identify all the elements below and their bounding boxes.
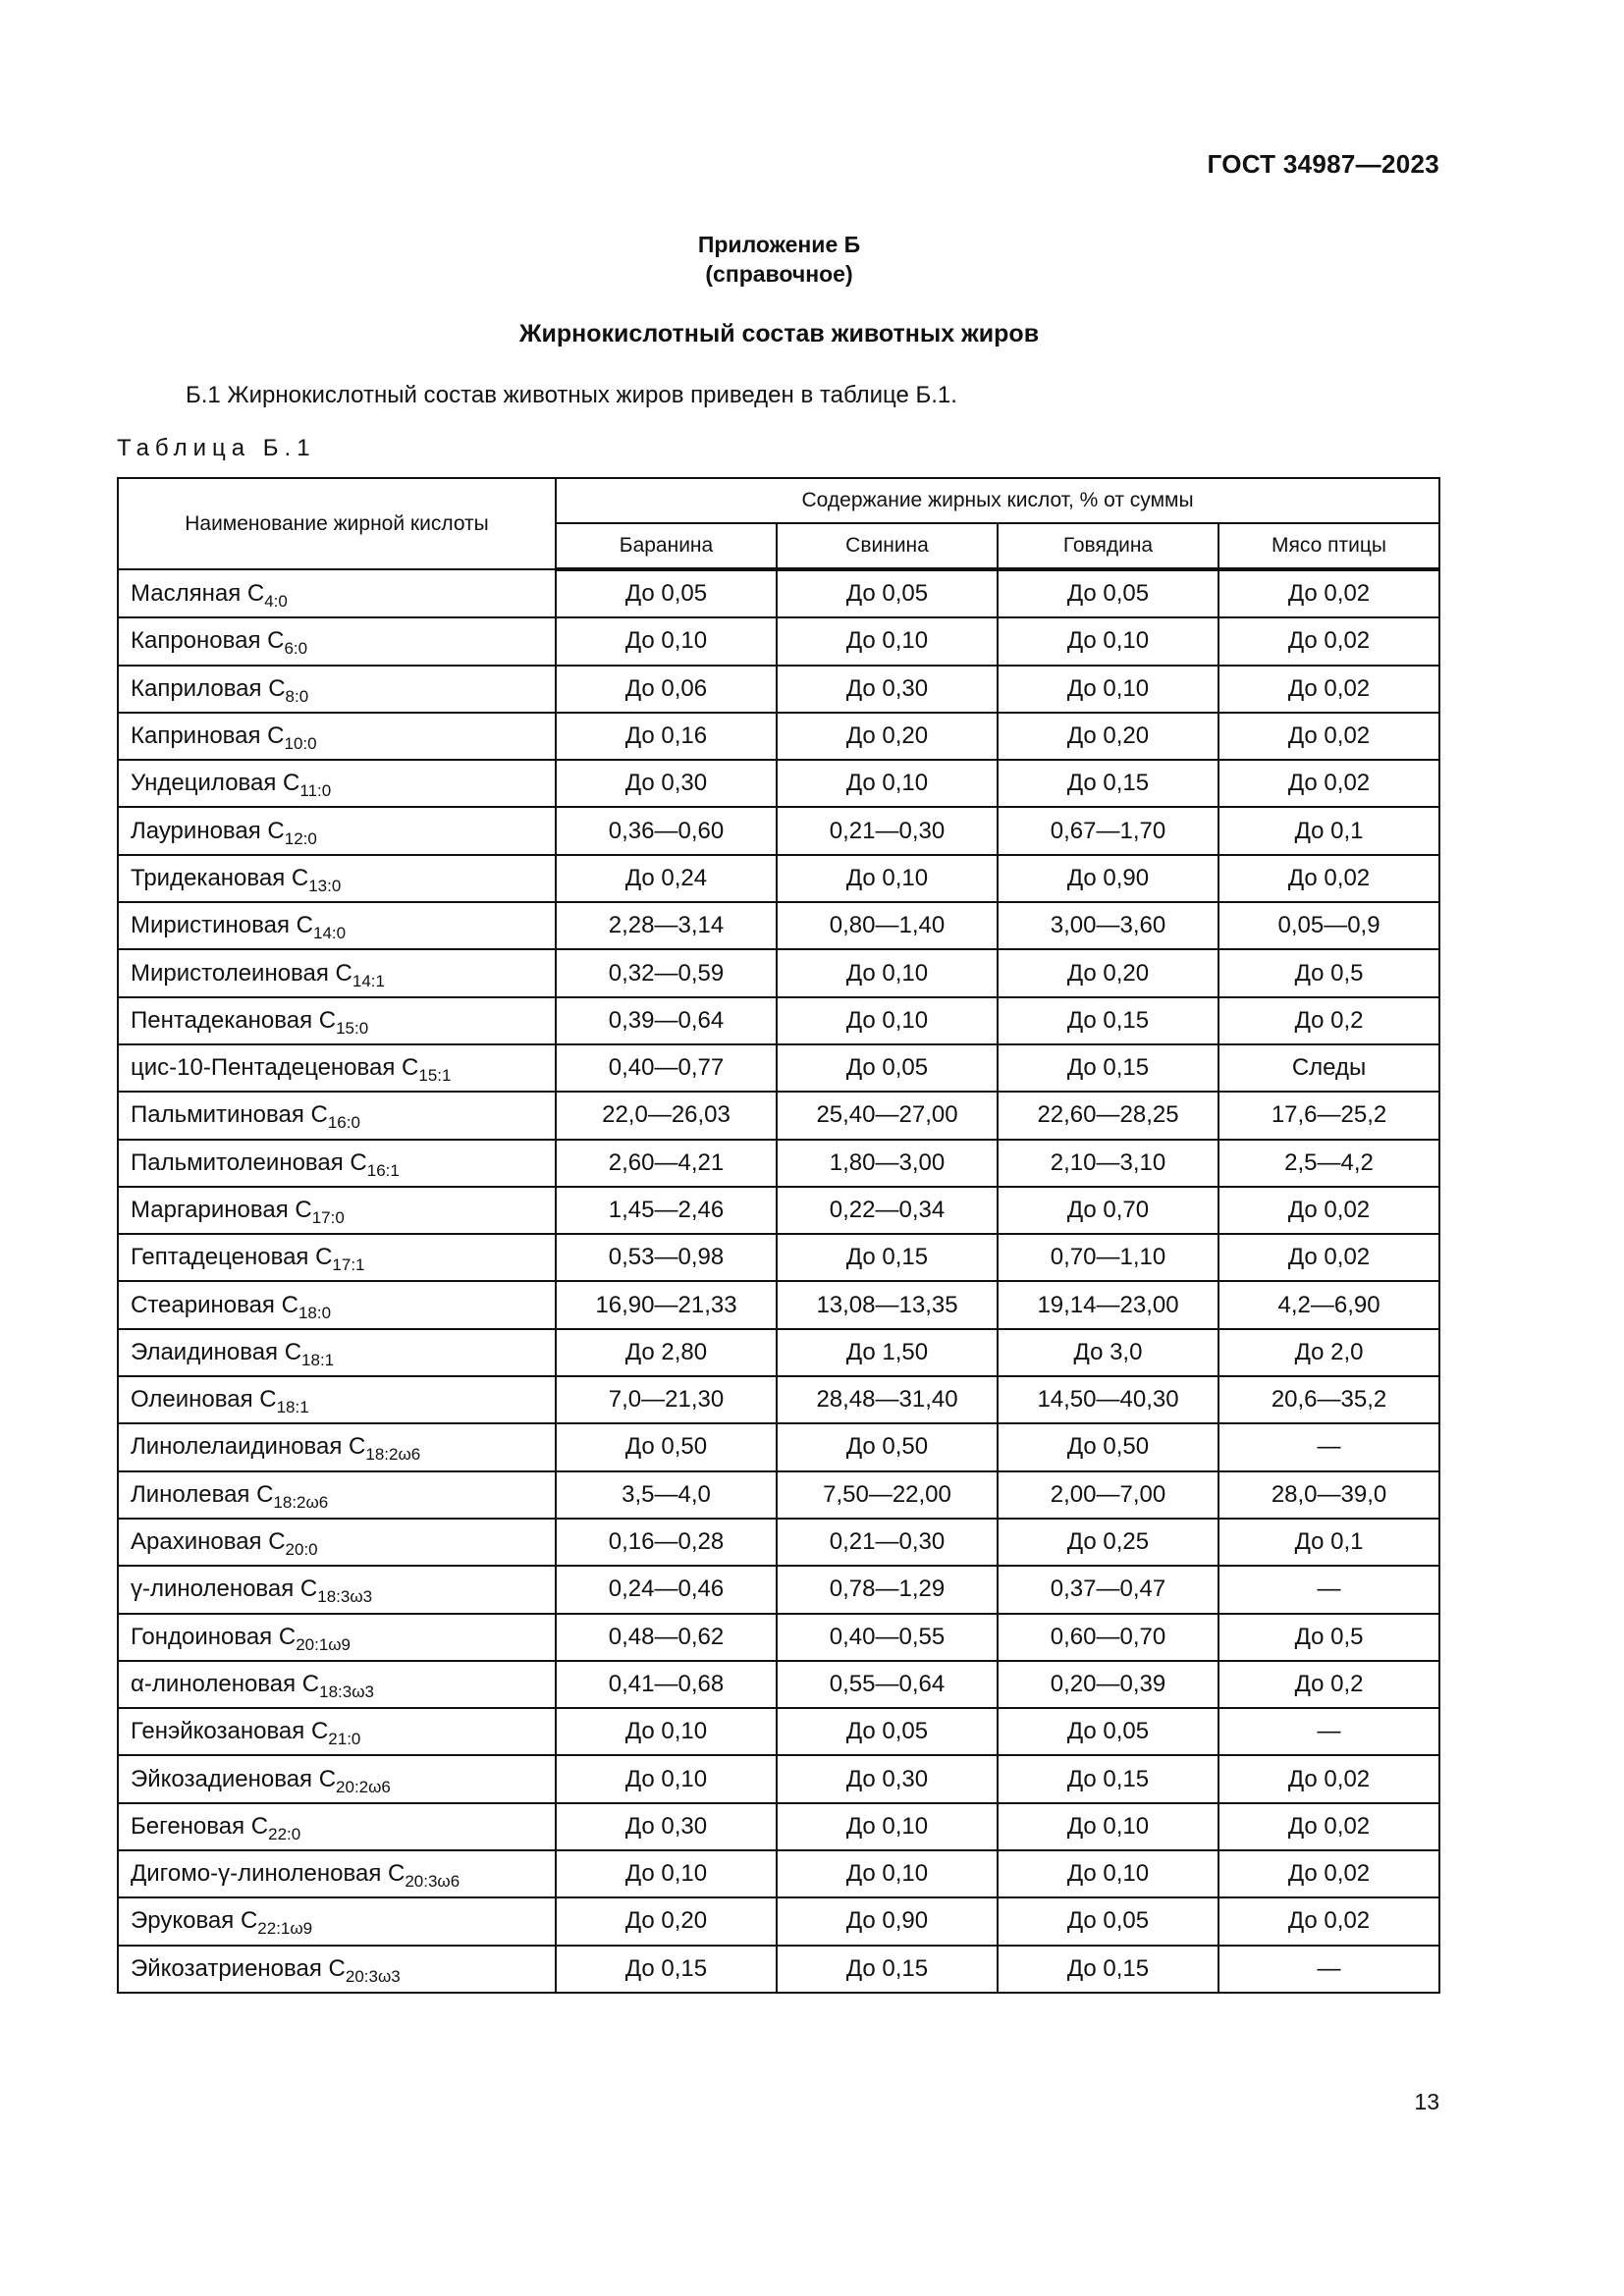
- acid-name: Лауриновая C: [131, 817, 285, 844]
- beef-value: 19,14—23,00: [998, 1281, 1218, 1328]
- header-pork: Свинина: [777, 523, 998, 569]
- beef-value: 0,20—0,39: [998, 1661, 1218, 1708]
- pork-value: До 0,90: [777, 1897, 998, 1945]
- beef-value: 2,00—7,00: [998, 1471, 1218, 1519]
- poultry-value: До 0,02: [1218, 1803, 1439, 1850]
- acid-name: Олеиновая C: [131, 1386, 277, 1414]
- table-row: [118, 1423, 1439, 1470]
- lamb-value: 0,53—0,98: [556, 1234, 777, 1281]
- beef-value: До 0,15: [998, 1946, 1218, 1993]
- poultry-value: До 0,02: [1218, 1234, 1439, 1281]
- acid-name-cell: [118, 1092, 556, 1139]
- pork-value: До 0,10: [777, 617, 998, 665]
- fatty-acid-table: [117, 477, 1440, 1994]
- pork-value: 1,80—3,00: [777, 1140, 998, 1187]
- table-row: [118, 949, 1439, 996]
- acid-formula-subscript: 18:1: [276, 1398, 309, 1417]
- table-row: [118, 902, 1439, 949]
- table-row: [118, 569, 1439, 617]
- acid-name-cell: [118, 1376, 556, 1423]
- acid-name: Линолелаидиновая C: [131, 1433, 366, 1461]
- header-content-group: Содержание жирных кислот, % от суммы: [556, 478, 1439, 523]
- table-row: [118, 1376, 1439, 1423]
- pork-value: До 0,20: [777, 713, 998, 760]
- table-row: [118, 1092, 1439, 1139]
- acid-name: α-линоленовая C: [131, 1670, 320, 1697]
- acid-name: Пальмитиновая C: [131, 1101, 328, 1129]
- poultry-value: До 0,02: [1218, 569, 1439, 617]
- lamb-value: 0,48—0,62: [556, 1614, 777, 1661]
- acid-formula-subscript: 16:0: [327, 1113, 360, 1133]
- acid-formula-subscript: 18:3ω3: [317, 1587, 373, 1607]
- document-code: ГОСТ 34987—2023: [1207, 149, 1439, 179]
- poultry-value: 20,6—35,2: [1218, 1376, 1439, 1423]
- acid-name: Эруковая C: [131, 1907, 258, 1935]
- acid-formula-subscript: 4:0: [264, 591, 288, 611]
- acid-name-cell: [118, 1329, 556, 1376]
- header-poultry: Мясо птицы: [1218, 523, 1439, 569]
- acid-name-cell: [118, 666, 556, 713]
- lamb-value: До 0,10: [556, 1755, 777, 1802]
- pork-value: 7,50—22,00: [777, 1471, 998, 1519]
- pork-value: 0,78—1,29: [777, 1566, 998, 1613]
- lamb-value: До 0,06: [556, 666, 777, 713]
- beef-value: 22,60—28,25: [998, 1092, 1218, 1139]
- appendix-title: Приложение Б: [697, 232, 861, 257]
- beef-value: До 0,15: [998, 1044, 1218, 1092]
- acid-name: Капроновая C: [131, 627, 285, 655]
- acid-formula-subscript: 20:3ω3: [345, 1966, 401, 1986]
- acid-name: Пентадекановая C: [131, 1006, 337, 1034]
- acid-name-cell: [118, 1140, 556, 1187]
- poultry-value: До 0,02: [1218, 1187, 1439, 1234]
- acid-name: Дигомо-γ-линоленовая C: [131, 1860, 406, 1888]
- acid-formula-subscript: 18:1: [301, 1350, 335, 1369]
- acid-name: Ундециловая C: [131, 770, 300, 797]
- acid-name-cell: [118, 1946, 556, 1993]
- acid-formula-subscript: 20:2ω6: [336, 1777, 391, 1796]
- table-row: [118, 1614, 1439, 1661]
- poultry-value: До 0,02: [1218, 855, 1439, 902]
- table-row: [118, 1519, 1439, 1566]
- lamb-value: До 0,10: [556, 1850, 777, 1897]
- acid-formula-subscript: 8:0: [285, 686, 309, 706]
- acid-name: Маргариновая C: [131, 1197, 312, 1223]
- table-row: [118, 1708, 1439, 1755]
- poultry-value: До 0,02: [1218, 1897, 1439, 1945]
- lamb-value: До 2,80: [556, 1329, 777, 1376]
- poultry-value: До 0,1: [1218, 1519, 1439, 1566]
- header-beef: Говядина: [998, 523, 1218, 569]
- pork-value: До 0,50: [777, 1423, 998, 1470]
- poultry-value: До 0,02: [1218, 617, 1439, 665]
- pork-value: До 0,10: [777, 1803, 998, 1850]
- table-row: [118, 997, 1439, 1044]
- lamb-value: 16,90—21,33: [556, 1281, 777, 1328]
- pork-value: До 0,10: [777, 760, 998, 807]
- beef-value: До 0,70: [998, 1187, 1218, 1234]
- beef-value: 0,60—0,70: [998, 1614, 1218, 1661]
- acid-name-cell: [118, 1614, 556, 1661]
- acid-name: цис-10-Пентадеценовая C: [131, 1054, 419, 1082]
- acid-name: Генэйкозановая C: [131, 1718, 329, 1745]
- acid-formula-subscript: 15:0: [336, 1018, 369, 1038]
- acid-name-cell: [118, 1471, 556, 1519]
- lamb-value: До 0,24: [556, 855, 777, 902]
- intro-paragraph: Б.1 Жирнокислотный состав животных жиров приведен в таблице Б.1.: [186, 382, 957, 408]
- pork-value: 28,48—31,40: [777, 1376, 998, 1423]
- beef-value: До 0,05: [998, 1897, 1218, 1945]
- poultry-value: Следы: [1218, 1044, 1439, 1092]
- acid-name-cell: [118, 1897, 556, 1945]
- poultry-value: 17,6—25,2: [1218, 1092, 1439, 1139]
- pork-value: 0,55—0,64: [777, 1661, 998, 1708]
- acid-name: Миристолеиновая C: [131, 959, 352, 987]
- pork-value: 0,21—0,30: [777, 807, 998, 854]
- lamb-value: До 0,10: [556, 617, 777, 665]
- lamb-value: 0,40—0,77: [556, 1044, 777, 1092]
- acid-formula-subscript: 20:0: [285, 1540, 318, 1560]
- lamb-value: До 0,16: [556, 713, 777, 760]
- poultry-value: —: [1218, 1423, 1439, 1470]
- acid-name-cell: [118, 997, 556, 1044]
- lamb-value: 0,32—0,59: [556, 949, 777, 996]
- acid-formula-subscript: 14:0: [312, 924, 347, 943]
- acid-name: Эйкозатриеновая C: [131, 1954, 346, 1982]
- lamb-value: 2,28—3,14: [556, 902, 777, 949]
- pork-value: 0,21—0,30: [777, 1519, 998, 1566]
- table-row: [118, 1946, 1439, 1993]
- pork-value: 13,08—13,35: [777, 1281, 998, 1328]
- table-row: [118, 1897, 1439, 1945]
- poultry-value: До 0,02: [1218, 1755, 1439, 1802]
- poultry-value: До 0,5: [1218, 1614, 1439, 1661]
- acid-name-cell: [118, 1234, 556, 1281]
- pork-value: До 1,50: [777, 1329, 998, 1376]
- acid-name-cell: [118, 1281, 556, 1328]
- beef-value: До 0,25: [998, 1519, 1218, 1566]
- acid-name-cell: [118, 713, 556, 760]
- beef-value: 14,50—40,30: [998, 1376, 1218, 1423]
- beef-value: До 0,05: [998, 569, 1218, 617]
- acid-formula-subscript: 20:3ω6: [405, 1872, 460, 1892]
- lamb-value: 1,45—2,46: [556, 1187, 777, 1234]
- table-row: [118, 617, 1439, 665]
- acid-name-cell: [118, 617, 556, 665]
- table-row: [118, 1471, 1439, 1519]
- lamb-value: До 0,50: [556, 1423, 777, 1470]
- table-row: [118, 1329, 1439, 1376]
- poultry-value: До 0,1: [1218, 807, 1439, 854]
- acid-name: Гондоиновая C: [131, 1623, 297, 1650]
- acid-name-cell: [118, 1755, 556, 1802]
- header-acid-name: Наименование жирной кислоты: [118, 478, 556, 569]
- pork-value: До 0,10: [777, 855, 998, 902]
- acid-formula-subscript: 17:0: [311, 1208, 345, 1227]
- poultry-value: 4,2—6,90: [1218, 1281, 1439, 1328]
- poultry-value: До 0,02: [1218, 713, 1439, 760]
- lamb-value: До 0,30: [556, 1803, 777, 1850]
- poultry-value: —: [1218, 1566, 1439, 1613]
- poultry-value: 0,05—0,9: [1218, 902, 1439, 949]
- acid-name-cell: [118, 1850, 556, 1897]
- acid-name: γ-линоленовая C: [131, 1575, 318, 1603]
- acid-formula-subscript: 18:0: [298, 1303, 332, 1322]
- acid-name-cell: [118, 855, 556, 902]
- acid-name-cell: [118, 807, 556, 854]
- poultry-value: До 0,02: [1218, 666, 1439, 713]
- acid-name: Каприловая C: [131, 674, 286, 702]
- poultry-value: 2,5—4,2: [1218, 1140, 1439, 1187]
- lamb-value: 2,60—4,21: [556, 1140, 777, 1187]
- poultry-value: —: [1218, 1708, 1439, 1755]
- poultry-value: До 0,02: [1218, 1850, 1439, 1897]
- acid-name: Тридекановая C: [131, 864, 309, 891]
- beef-value: До 0,20: [998, 713, 1218, 760]
- beef-value: 3,00—3,60: [998, 902, 1218, 949]
- table-row: [118, 666, 1439, 713]
- pork-value: До 0,30: [777, 1755, 998, 1802]
- acid-name: Эйкозадиеновая C: [131, 1765, 337, 1792]
- beef-value: До 0,15: [998, 760, 1218, 807]
- table-label: Таблица Б.1: [117, 435, 316, 461]
- acid-name: Арахиновая C: [131, 1528, 286, 1556]
- lamb-value: 0,39—0,64: [556, 997, 777, 1044]
- beef-value: До 0,15: [998, 997, 1218, 1044]
- beef-value: 0,67—1,70: [998, 807, 1218, 854]
- acid-name: Бегеновая C: [131, 1812, 269, 1840]
- table-row: [118, 1140, 1439, 1187]
- acid-formula-subscript: 18:2ω6: [365, 1445, 421, 1465]
- acid-name-cell: [118, 760, 556, 807]
- lamb-value: 22,0—26,03: [556, 1092, 777, 1139]
- pork-value: До 0,05: [777, 569, 998, 617]
- table-row: [118, 1850, 1439, 1897]
- beef-value: До 0,10: [998, 1803, 1218, 1850]
- table-row: [118, 1044, 1439, 1092]
- acid-name-cell: [118, 1803, 556, 1850]
- acid-formula-subscript: 22:1ω9: [257, 1919, 313, 1939]
- acid-name: Пальмитолеиновая C: [131, 1148, 367, 1176]
- table-header: [118, 478, 1439, 569]
- acid-name: Гептадеценовая C: [131, 1244, 333, 1271]
- acid-name: Каприновая C: [131, 722, 285, 750]
- beef-value: 0,37—0,47: [998, 1566, 1218, 1613]
- acid-formula-subscript: 16:1: [366, 1160, 400, 1180]
- appendix-heading: [0, 230, 1558, 289]
- pork-value: 0,80—1,40: [777, 902, 998, 949]
- acid-formula-subscript: 22:0: [268, 1824, 301, 1843]
- pork-value: 0,22—0,34: [777, 1187, 998, 1234]
- poultry-value: До 0,2: [1218, 1661, 1439, 1708]
- pork-value: До 0,05: [777, 1708, 998, 1755]
- acid-formula-subscript: 18:3ω3: [319, 1682, 374, 1701]
- acid-name: Миристиновая C: [131, 912, 313, 939]
- lamb-value: 0,24—0,46: [556, 1566, 777, 1613]
- poultry-value: До 0,02: [1218, 760, 1439, 807]
- beef-value: До 0,10: [998, 617, 1218, 665]
- table-row: [118, 855, 1439, 902]
- acid-name: Элаидиновая C: [131, 1338, 302, 1365]
- acid-name: Масляная C: [131, 579, 265, 607]
- table-row: [118, 1234, 1439, 1281]
- acid-name-cell: [118, 1708, 556, 1755]
- acid-formula-subscript: 13:0: [308, 876, 342, 895]
- pork-value: До 0,30: [777, 666, 998, 713]
- beef-value: До 0,90: [998, 855, 1218, 902]
- beef-value: 2,10—3,10: [998, 1140, 1218, 1187]
- pork-value: До 0,05: [777, 1044, 998, 1092]
- acid-name-cell: [118, 1566, 556, 1613]
- lamb-value: 0,36—0,60: [556, 807, 777, 854]
- acid-formula-subscript: 11:0: [299, 781, 332, 801]
- acid-formula-subscript: 21:0: [328, 1730, 361, 1749]
- table-row: [118, 713, 1439, 760]
- acid-formula-subscript: 15:1: [418, 1066, 452, 1086]
- acid-name-cell: [118, 569, 556, 617]
- acid-formula-subscript: 10:0: [284, 734, 317, 754]
- table-body: [118, 569, 1439, 1993]
- beef-value: До 0,10: [998, 666, 1218, 713]
- table-row: [118, 1566, 1439, 1613]
- pork-value: До 0,10: [777, 949, 998, 996]
- beef-value: До 3,0: [998, 1329, 1218, 1376]
- acid-name: Линолевая C: [131, 1480, 274, 1508]
- acid-formula-subscript: 17:1: [332, 1255, 365, 1275]
- acid-name: Стеариновая C: [131, 1291, 298, 1318]
- pork-value: 25,40—27,00: [777, 1092, 998, 1139]
- poultry-value: —: [1218, 1946, 1439, 1993]
- beef-value: До 0,05: [998, 1708, 1218, 1755]
- header-lamb: Баранина: [556, 523, 777, 569]
- lamb-value: До 0,10: [556, 1708, 777, 1755]
- appendix-subtitle: (справочное): [705, 261, 853, 287]
- table-row: [118, 1803, 1439, 1850]
- beef-value: До 0,15: [998, 1755, 1218, 1802]
- acid-name-cell: [118, 1519, 556, 1566]
- lamb-value: До 0,15: [556, 1946, 777, 1993]
- beef-value: До 0,20: [998, 949, 1218, 996]
- table-row: [118, 1281, 1439, 1328]
- acid-formula-subscript: 14:1: [352, 971, 385, 990]
- beef-value: До 0,50: [998, 1423, 1218, 1470]
- table-row: [118, 1187, 1439, 1234]
- lamb-value: До 0,30: [556, 760, 777, 807]
- poultry-value: До 0,2: [1218, 997, 1439, 1044]
- acid-formula-subscript: 20:1ω9: [296, 1634, 352, 1654]
- beef-value: До 0,10: [998, 1850, 1218, 1897]
- pork-value: До 0,15: [777, 1946, 998, 1993]
- table-row: [118, 760, 1439, 807]
- lamb-value: До 0,05: [556, 569, 777, 617]
- page-number: 13: [1414, 2089, 1439, 2114]
- lamb-value: 0,41—0,68: [556, 1661, 777, 1708]
- acid-formula-subscript: 6:0: [284, 639, 308, 659]
- pork-value: До 0,10: [777, 1850, 998, 1897]
- lamb-value: До 0,20: [556, 1897, 777, 1945]
- lamb-value: 0,16—0,28: [556, 1519, 777, 1566]
- lamb-value: 7,0—21,30: [556, 1376, 777, 1423]
- pork-value: До 0,15: [777, 1234, 998, 1281]
- lamb-value: 3,5—4,0: [556, 1471, 777, 1519]
- pork-value: 0,40—0,55: [777, 1614, 998, 1661]
- poultry-value: До 0,5: [1218, 949, 1439, 996]
- table-row: [118, 807, 1439, 854]
- pork-value: До 0,10: [777, 997, 998, 1044]
- poultry-value: 28,0—39,0: [1218, 1471, 1439, 1519]
- acid-name-cell: [118, 1661, 556, 1708]
- table-row: [118, 1755, 1439, 1802]
- acid-formula-subscript: 18:2ω6: [273, 1492, 329, 1512]
- acid-formula-subscript: 12:0: [284, 828, 317, 848]
- acid-name-cell: [118, 1423, 556, 1470]
- acid-name-cell: [118, 1187, 556, 1234]
- table-row: [118, 1661, 1439, 1708]
- acid-name-cell: [118, 902, 556, 949]
- beef-value: 0,70—1,10: [998, 1234, 1218, 1281]
- acid-name-cell: [118, 1044, 556, 1092]
- section-title: Жирнокислотный состав животных жиров: [518, 320, 1040, 347]
- acid-name-cell: [118, 949, 556, 996]
- poultry-value: До 2,0: [1218, 1329, 1439, 1376]
